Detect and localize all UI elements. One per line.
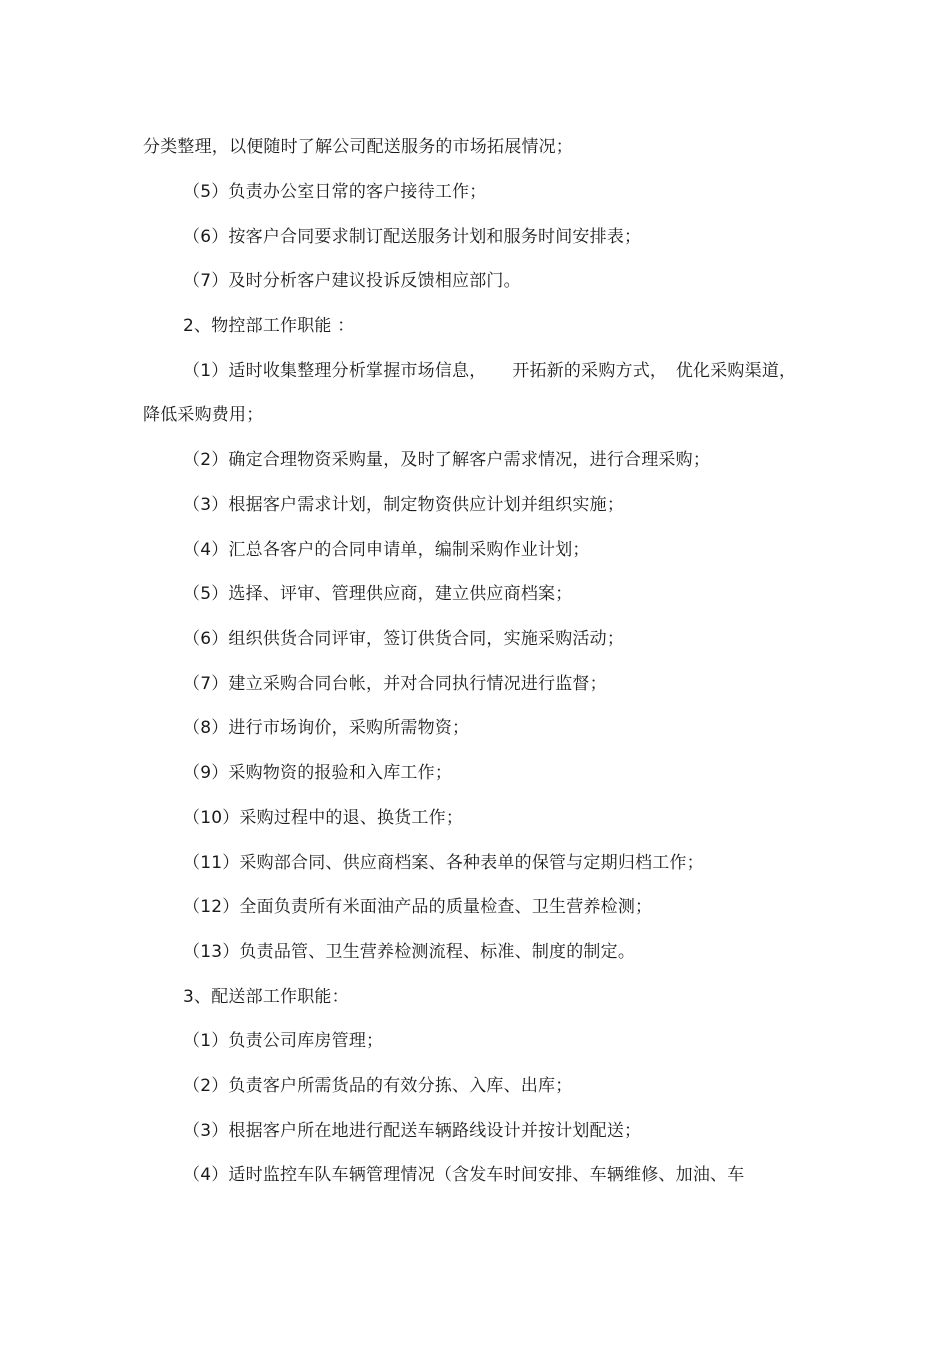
list-item: （4）适时监控车队车辆管理情况（含发车时间安排、车辆维修、加油、车	[183, 1165, 745, 1185]
list-item: （10）采购过程中的退、换货工作；	[183, 808, 464, 828]
list-item: （3）根据客户所在地进行配送车辆路线设计并按计划配送；	[183, 1121, 642, 1141]
list-item: （9）采购物资的报验和入库工作；	[183, 763, 453, 783]
list-item: （3）根据客户需求计划，制定物资供应计划并组织实施；	[183, 495, 625, 515]
list-item: （1）负责公司库房管理；	[183, 1031, 384, 1051]
list-item: （12）全面负责所有米面油产品的质量检查、卫生营养检测；	[183, 897, 653, 917]
list-item: （6）按客户合同要求制订配送服务计划和服务时间安排表；	[183, 227, 642, 247]
list-item: （7）建立采购合同台帐，并对合同执行情况进行监督；	[183, 674, 607, 694]
section-heading: 2、物控部工作职能 ：	[183, 316, 355, 336]
section-heading: 3、配送部工作职能：	[183, 987, 349, 1007]
list-item: （5）负责办公室日常的客户接待工作；	[183, 182, 487, 202]
list-item: （6）组织供货合同评审，签订供货合同，实施采购活动；	[183, 629, 625, 649]
list-item: （8）进行市场询价，采购所需物资；	[183, 718, 470, 738]
paragraph-line: 分类整理，以便随时了解公司配送服务的市场拓展情况；	[143, 137, 573, 157]
list-item: （13）负责品管、卫生营养检测流程、标准、制度的制定。	[183, 942, 636, 962]
list-item: （1）适时收集整理分析掌握市场信息， 开拓新的采购方式， 优化采购渠道，	[183, 361, 797, 381]
list-item: （2）确定合理物资采购量，及时了解客户需求情况，进行合理采购；	[183, 450, 711, 470]
paragraph-line: 降低采购费用；	[143, 405, 264, 425]
list-item: （11）采购部合同、供应商档案、各种表单的保管与定期归档工作；	[183, 853, 704, 873]
list-item: （2）负责客户所需货品的有效分拣、入库、出库；	[183, 1076, 573, 1096]
list-item: （4）汇总各客户的合同申请单，编制采购作业计划；	[183, 540, 590, 560]
list-item: （7）及时分析客户建议投诉反馈相应部门。	[183, 271, 521, 291]
list-item: （5）选择、评审、管理供应商，建立供应商档案；	[183, 584, 573, 604]
